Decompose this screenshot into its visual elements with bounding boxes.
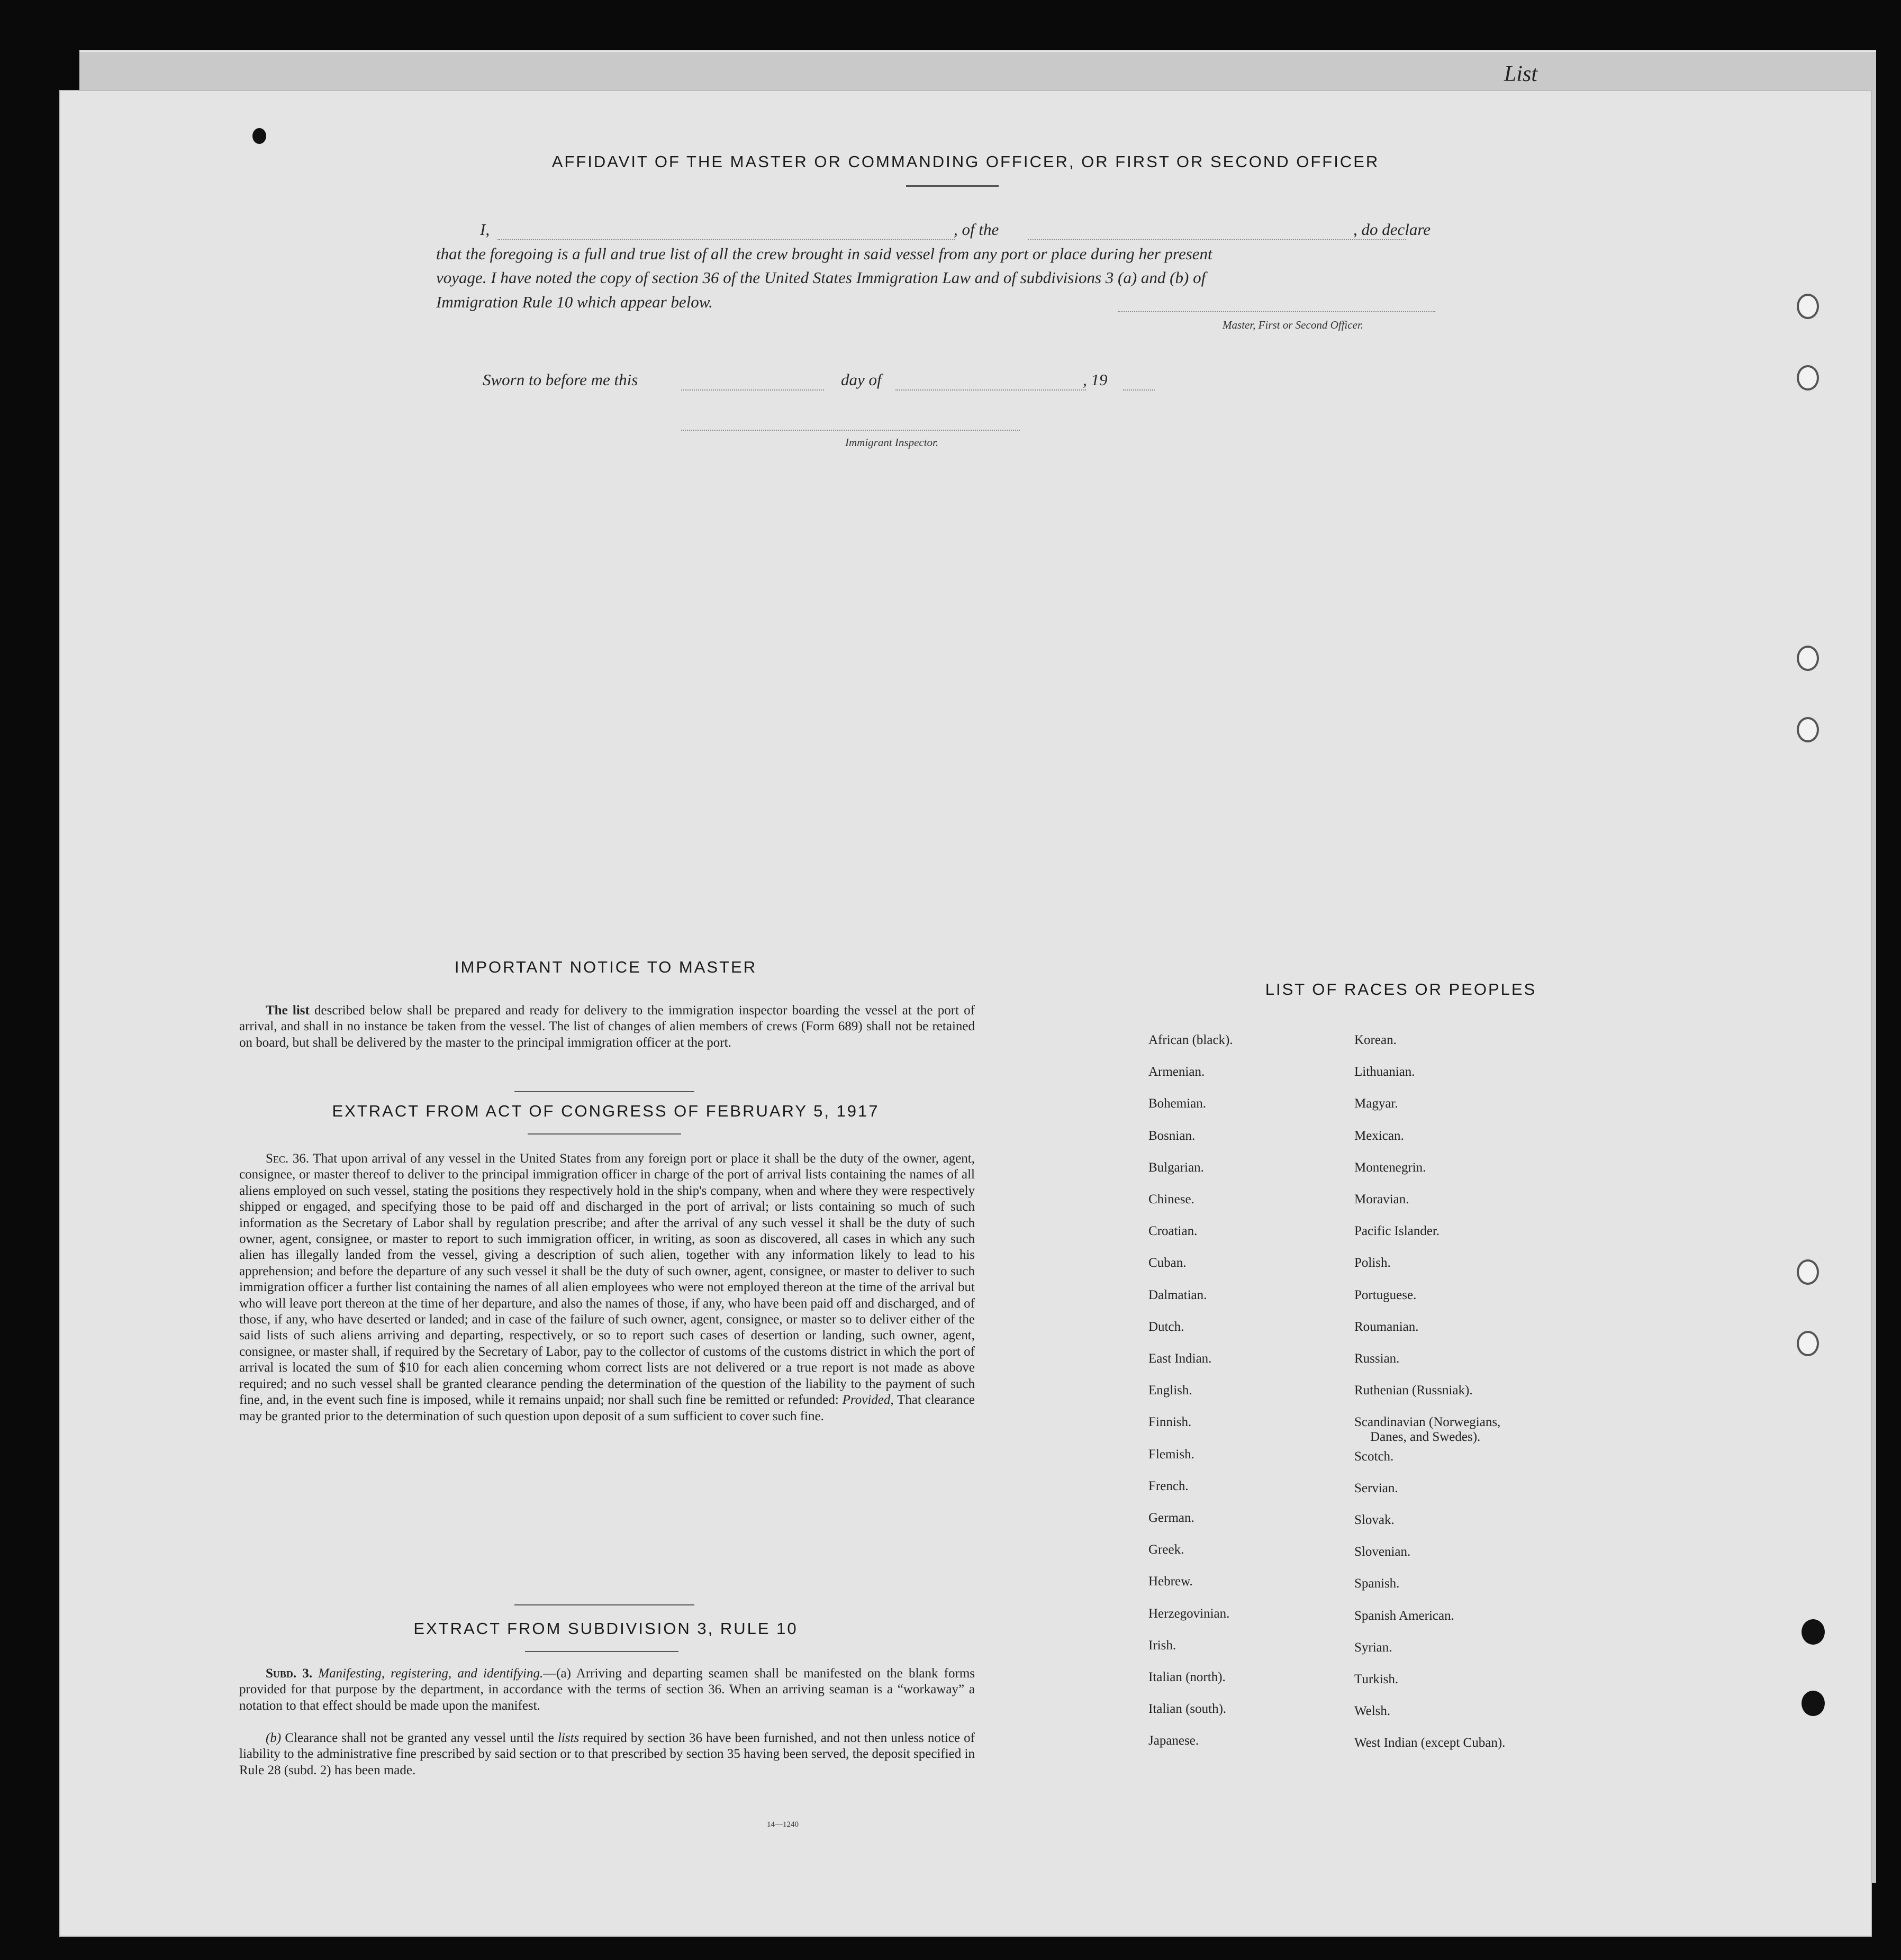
- affidavit-declare: , do declare: [1353, 220, 1431, 239]
- race-item: [1354, 1609, 1454, 1623]
- race-item: [1354, 1545, 1410, 1559]
- race-item-label: Spanish.: [1354, 1576, 1400, 1591]
- race-item: English.: [1148, 1383, 1192, 1398]
- race-item: [1354, 1640, 1392, 1655]
- punch-hole-icon: [1797, 717, 1819, 742]
- race-item-label: Servian.: [1354, 1481, 1398, 1495]
- race-item-label: Magyar.: [1354, 1096, 1398, 1111]
- race-item-label: Russian.: [1354, 1351, 1400, 1366]
- race-item: [1354, 1481, 1398, 1496]
- race-item: [1354, 1256, 1391, 1271]
- provided-label: Provided,: [842, 1393, 894, 1408]
- races-heading: LIST OF RACES OR PEOPLES: [1265, 980, 1537, 999]
- race-item: Herzegovinian.: [1148, 1607, 1230, 1621]
- race-item-label: Scandinavian (Norwegians,: [1354, 1415, 1501, 1429]
- race-item: Dutch.: [1148, 1320, 1184, 1334]
- race-item-label: Turkish.: [1354, 1672, 1399, 1686]
- punch-hole-dark-icon: [1802, 1691, 1825, 1716]
- race-item: French.: [1148, 1479, 1189, 1493]
- sworn-month-blank[interactable]: [895, 389, 1086, 391]
- race-item: Irish.: [1148, 1638, 1176, 1653]
- race-item: Dalmatian.: [1148, 1288, 1207, 1302]
- rule-heading: EXTRACT FROM SUBDIVISION 3, RULE 10: [413, 1619, 798, 1638]
- act-heading: EXTRACT FROM ACT OF CONGRESS OF FEBRUARY 5, 1917: [332, 1102, 880, 1120]
- race-item-label: Montenegrin.: [1354, 1160, 1426, 1175]
- race-item-label: West Indian (except Cuban).: [1354, 1736, 1506, 1750]
- punch-hole-icon: [1797, 1259, 1819, 1285]
- race-item: Greek.: [1148, 1542, 1184, 1557]
- race-item-label: Portuguese.: [1354, 1288, 1417, 1302]
- race-item: [1354, 1192, 1409, 1207]
- race-item: [1354, 1351, 1399, 1366]
- race-item-label: Ruthenian (Russniak).: [1354, 1383, 1473, 1398]
- race-item: [1354, 1096, 1398, 1111]
- race-item: [1354, 1513, 1395, 1528]
- master-signature-label: Master, First or Second Officer.: [1223, 319, 1363, 331]
- race-item: Chinese.: [1148, 1192, 1194, 1206]
- race-item: [1354, 1383, 1473, 1398]
- race-item: Bulgarian.: [1148, 1160, 1204, 1175]
- race-item: German.: [1148, 1511, 1194, 1525]
- divider: [514, 1604, 694, 1605]
- subd-title: Manifesting, registering, and identifying.: [318, 1666, 544, 1681]
- race-item-label: Spanish American.: [1354, 1609, 1454, 1623]
- para-b-lists: lists: [557, 1731, 580, 1745]
- affidavit-i: I,: [480, 220, 490, 239]
- race-item-label: Welsh.: [1354, 1704, 1391, 1718]
- subd-label: Subd. 3.: [266, 1666, 313, 1681]
- sworn-year-blank[interactable]: [1123, 389, 1155, 391]
- para-b-marker: (b): [266, 1731, 282, 1745]
- race-item-label: Roumanian.: [1354, 1320, 1419, 1334]
- race-item: Italian (north).: [1148, 1670, 1226, 1684]
- race-item-label: Pacific Islander.: [1354, 1224, 1440, 1238]
- race-item-label: Lithuanian.: [1354, 1065, 1415, 1079]
- race-item-label: Mexican.: [1354, 1129, 1404, 1143]
- divider: [906, 185, 999, 187]
- race-item: Armenian.: [1148, 1065, 1205, 1079]
- race-item-label: Slovak.: [1354, 1513, 1395, 1527]
- race-item-label: Syrian.: [1354, 1640, 1392, 1655]
- notice-body: described below shall be prepared and ready for delivery to the immigration inspector boarding the vessel at the port of arrival, and shall in no instance be taken from the vessel. The list of changes of alien members of crews (Form 689) shall not be retained on board, but shall be delivered by the master to the principal immigration officer at the port.: [239, 1003, 975, 1050]
- race-item: Hebrew.: [1148, 1574, 1193, 1589]
- race-item: [1354, 1288, 1416, 1303]
- race-item: East Indian.: [1148, 1351, 1212, 1366]
- sworn-year: , 19: [1083, 370, 1108, 389]
- race-item: Japanese.: [1148, 1734, 1199, 1748]
- notice-text: [239, 1003, 975, 1051]
- section-label: Sec. 36.: [266, 1151, 310, 1166]
- race-item: [1354, 1320, 1419, 1335]
- sworn-day-blank[interactable]: [681, 389, 824, 391]
- race-item: Croatian.: [1148, 1224, 1198, 1238]
- race-item: [1354, 1736, 1505, 1750]
- race-item: [1354, 1449, 1393, 1464]
- race-item: Italian (south).: [1148, 1702, 1227, 1716]
- race-item: [1354, 1160, 1426, 1175]
- act-text: [239, 1151, 975, 1424]
- race-item: [1354, 1065, 1415, 1079]
- para-a-marker: —(a): [543, 1666, 571, 1681]
- punch-hole-dark-icon: [1802, 1619, 1825, 1645]
- race-item: [1354, 1224, 1440, 1239]
- race-item: [1354, 1672, 1398, 1687]
- race-item: Bosnian.: [1148, 1129, 1196, 1143]
- ink-blot: [252, 128, 266, 144]
- notice-lead: The list: [266, 1003, 310, 1018]
- act-body-b: That clearance may be granted prior to the determination of such question upon deposit of a sum sufficient to cover such fine.: [239, 1393, 975, 1423]
- para-b-body-1: Clearance shall not be granted any vessel until the: [281, 1731, 558, 1745]
- para-a-body: Arriving and departing seamen shall be manifested on the blank forms provided for that purpose by the department, in accordance with the terms of section 36. When an arriving seaman is a “workaway” a notation to that effect should be made upon the manifest.: [239, 1666, 975, 1713]
- race-item: African (black).: [1148, 1033, 1233, 1047]
- sworn-day-of: day of: [841, 370, 882, 389]
- divider: [514, 1091, 694, 1092]
- race-item-label: Slovenian.: [1354, 1545, 1411, 1559]
- divider: [525, 1651, 678, 1652]
- race-item: [1354, 1033, 1397, 1048]
- race-item-label: Moravian.: [1354, 1192, 1409, 1206]
- master-signature-blank[interactable]: [1118, 311, 1435, 312]
- master-name-blank[interactable]: [497, 239, 955, 240]
- race-item-label: Polish.: [1354, 1256, 1391, 1270]
- race-item: [1354, 1129, 1404, 1144]
- para-b-body-2: required by section 36 have been furnished, and not then unless notice of liability to the administrative fine prescribed by said section or to that prescribed by section 35 having been served, the deposit specified in Rule 28 (subd. 2) has been made.: [239, 1731, 975, 1777]
- inspector-signature-blank[interactable]: [681, 430, 1020, 431]
- affidavit-title: AFFIDAVIT OF THE MASTER OR COMMANDING OFFICER, OR FIRST OR SECOND OFFICER: [551, 152, 1380, 171]
- race-item: Flemish.: [1148, 1447, 1194, 1462]
- punch-hole-icon: [1797, 646, 1819, 671]
- race-item-label: Korean.: [1354, 1033, 1397, 1047]
- race-item: Bohemian.: [1148, 1096, 1207, 1111]
- punch-hole-icon: [1797, 365, 1819, 391]
- race-item: [1354, 1415, 1500, 1445]
- rule-text-b: [239, 1730, 975, 1778]
- race-item: Cuban.: [1148, 1256, 1187, 1270]
- sworn-prefix: Sworn to before me this: [483, 370, 638, 389]
- race-item-continuation: Danes, and Swedes).: [1370, 1430, 1481, 1444]
- punch-hole-icon: [1797, 294, 1819, 319]
- affidavit-line-2: that the foregoing is a full and true list of all the crew brought in said vessel from any port or place during her present: [436, 244, 1212, 263]
- notice-heading: IMPORTANT NOTICE TO MASTER: [454, 958, 757, 976]
- vessel-name-blank[interactable]: [1028, 239, 1406, 240]
- affidavit-line-4: Immigration Rule 10 which appear below.: [436, 293, 713, 311]
- race-item: [1354, 1704, 1390, 1719]
- affidavit-line-3: voyage. I have noted the copy of section 36 of the United States Immigration Law and of subdivisions 3 (a) and (b) of: [436, 268, 1206, 287]
- race-item: Finnish.: [1148, 1415, 1192, 1429]
- form-page: [59, 90, 1872, 1937]
- form-number: 14—1240: [767, 1820, 799, 1829]
- rule-text-a: [239, 1666, 975, 1714]
- punch-hole-icon: [1797, 1331, 1819, 1356]
- affidavit-of-the: , of the: [954, 220, 999, 239]
- race-item-label: Scotch.: [1354, 1449, 1394, 1464]
- act-body-a: That upon arrival of any vessel in the United States from any foreign port or place it shall be the duty of the owner, agent, consignee, or master thereof to deliver to the principal immigration officer in charge of the port of arrival lists containing the names of all aliens employed on such vessel, stating the positions they respectively hold in the ship's company, when and where they were respectively shipped or engaged, and specifying those to be paid off and discharged in the port of arrival; or lists containing so much of such information as the Secretary of Labor shall by regulation prescribe; and after the arrival of any such vessel it shall be the duty of such owner, agent, consignee, or master to report to such immigration officer, in writing, as soon as discovered, all cases in which any such alien has illegally landed from the vessel, giving a description of such alien, together with any information likely to lead to his apprehension; and before the departure of any such vessel it shall be the duty of such owner, agent, consignee, or master to deliver to such immigration officer a further list containing the names of all alien employees who were not employed thereon at the time of the arrival but who will leave port thereon at the time of her departure, and also the names of those, if any, who have been paid off and discharged, and of those, if any, who have deserted or landed; and in case of the failure of such owner, agent, consignee, or master so to deliver either of the said lists of such aliens arriving and departing, respectively, or so to report such cases of desertion or landing, such owner, agent, consignee, or master shall, if required by the Secretary of Labor, pay to the collector of customs of the customs district in which the port of arrival is located the sum of $10 for each alien concerning whom correct lists are not delivered or a true report is not made as above required; and no such vessel shall be granted clearance pending the determination of the question of the liability to the payment of such fine, and, in the event such fine is imposed, while it remains unpaid; nor shall such fine be remitted or refunded:: [239, 1151, 975, 1408]
- race-item: [1354, 1576, 1399, 1591]
- list-tab-label: List: [1504, 62, 1537, 86]
- inspector-label: Immigrant Inspector.: [845, 436, 939, 449]
- divider: [528, 1133, 681, 1135]
